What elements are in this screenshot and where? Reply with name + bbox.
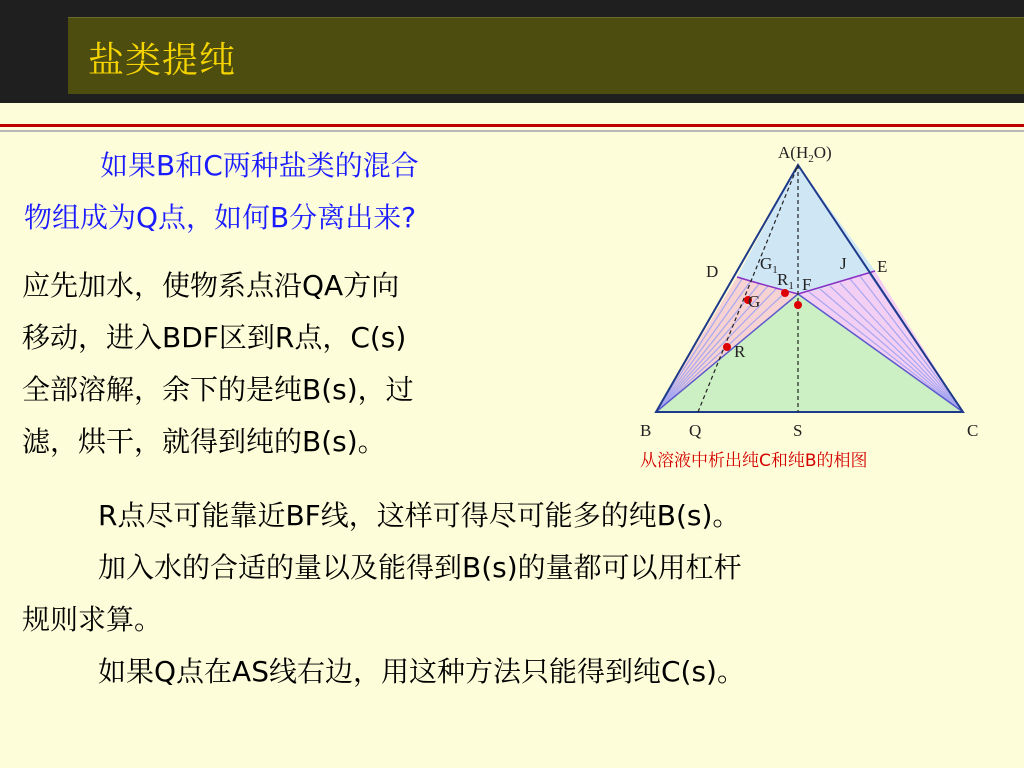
label-r: R	[734, 342, 746, 361]
label-f: F	[802, 275, 812, 294]
label-j: J	[840, 254, 847, 273]
divider-red	[0, 124, 1024, 127]
title-box	[68, 17, 1024, 94]
label-b: B	[640, 421, 652, 440]
label-q: Q	[689, 421, 702, 440]
label-d: D	[706, 262, 719, 281]
phase-diagram	[610, 138, 1015, 478]
label-s: S	[793, 421, 803, 440]
answer-line-2: 移动，进入BDF区到R点，C(s)	[22, 321, 407, 354]
page-title: 盐类提纯	[88, 40, 237, 81]
paragraph-line-3: 规则求算。	[22, 603, 163, 636]
point-f	[794, 301, 802, 309]
point-r	[723, 343, 731, 351]
question-line-2: 物组成为Q点，如何B分离出来?	[24, 201, 417, 234]
top-bar	[0, 0, 1024, 103]
question-text	[24, 140, 584, 244]
answer-line-4: 滤，烘干，就得到纯的B(s)。	[22, 425, 386, 458]
paragraph-right-line: 如果Q点在AS线右边，用这种方法只能得到纯C(s)。	[98, 655, 745, 688]
label-a: $A(H_2O)$	[778, 143, 832, 165]
paragraph-right-side	[22, 646, 1012, 698]
paragraph-lever-rule	[22, 490, 1012, 646]
paragraph-line-2: 加入水的合适的量以及能得到B(s)的量都可以用杠杆	[98, 551, 742, 584]
label-r1: $R_1$	[777, 270, 794, 292]
diagram-caption: 从溶液中析出纯C和纯B的相图	[640, 451, 868, 471]
answer-line-3: 全部溶解，余下的是纯B(s)，过	[22, 373, 414, 406]
answer-line-1: 应先加水，使物系点沿QA方向	[22, 269, 400, 302]
label-g: G	[748, 292, 761, 311]
label-g1: $G_1$	[760, 254, 778, 276]
label-e: E	[877, 257, 888, 276]
divider-grey	[0, 130, 1024, 132]
answer-text	[22, 260, 582, 468]
label-c: C	[967, 421, 979, 440]
paragraph-line-1: R点尽可能靠近BF线，这样可得尽可能多的纯B(s)。	[98, 499, 741, 532]
question-line-1: 如果B和C两种盐类的混合	[100, 149, 419, 182]
